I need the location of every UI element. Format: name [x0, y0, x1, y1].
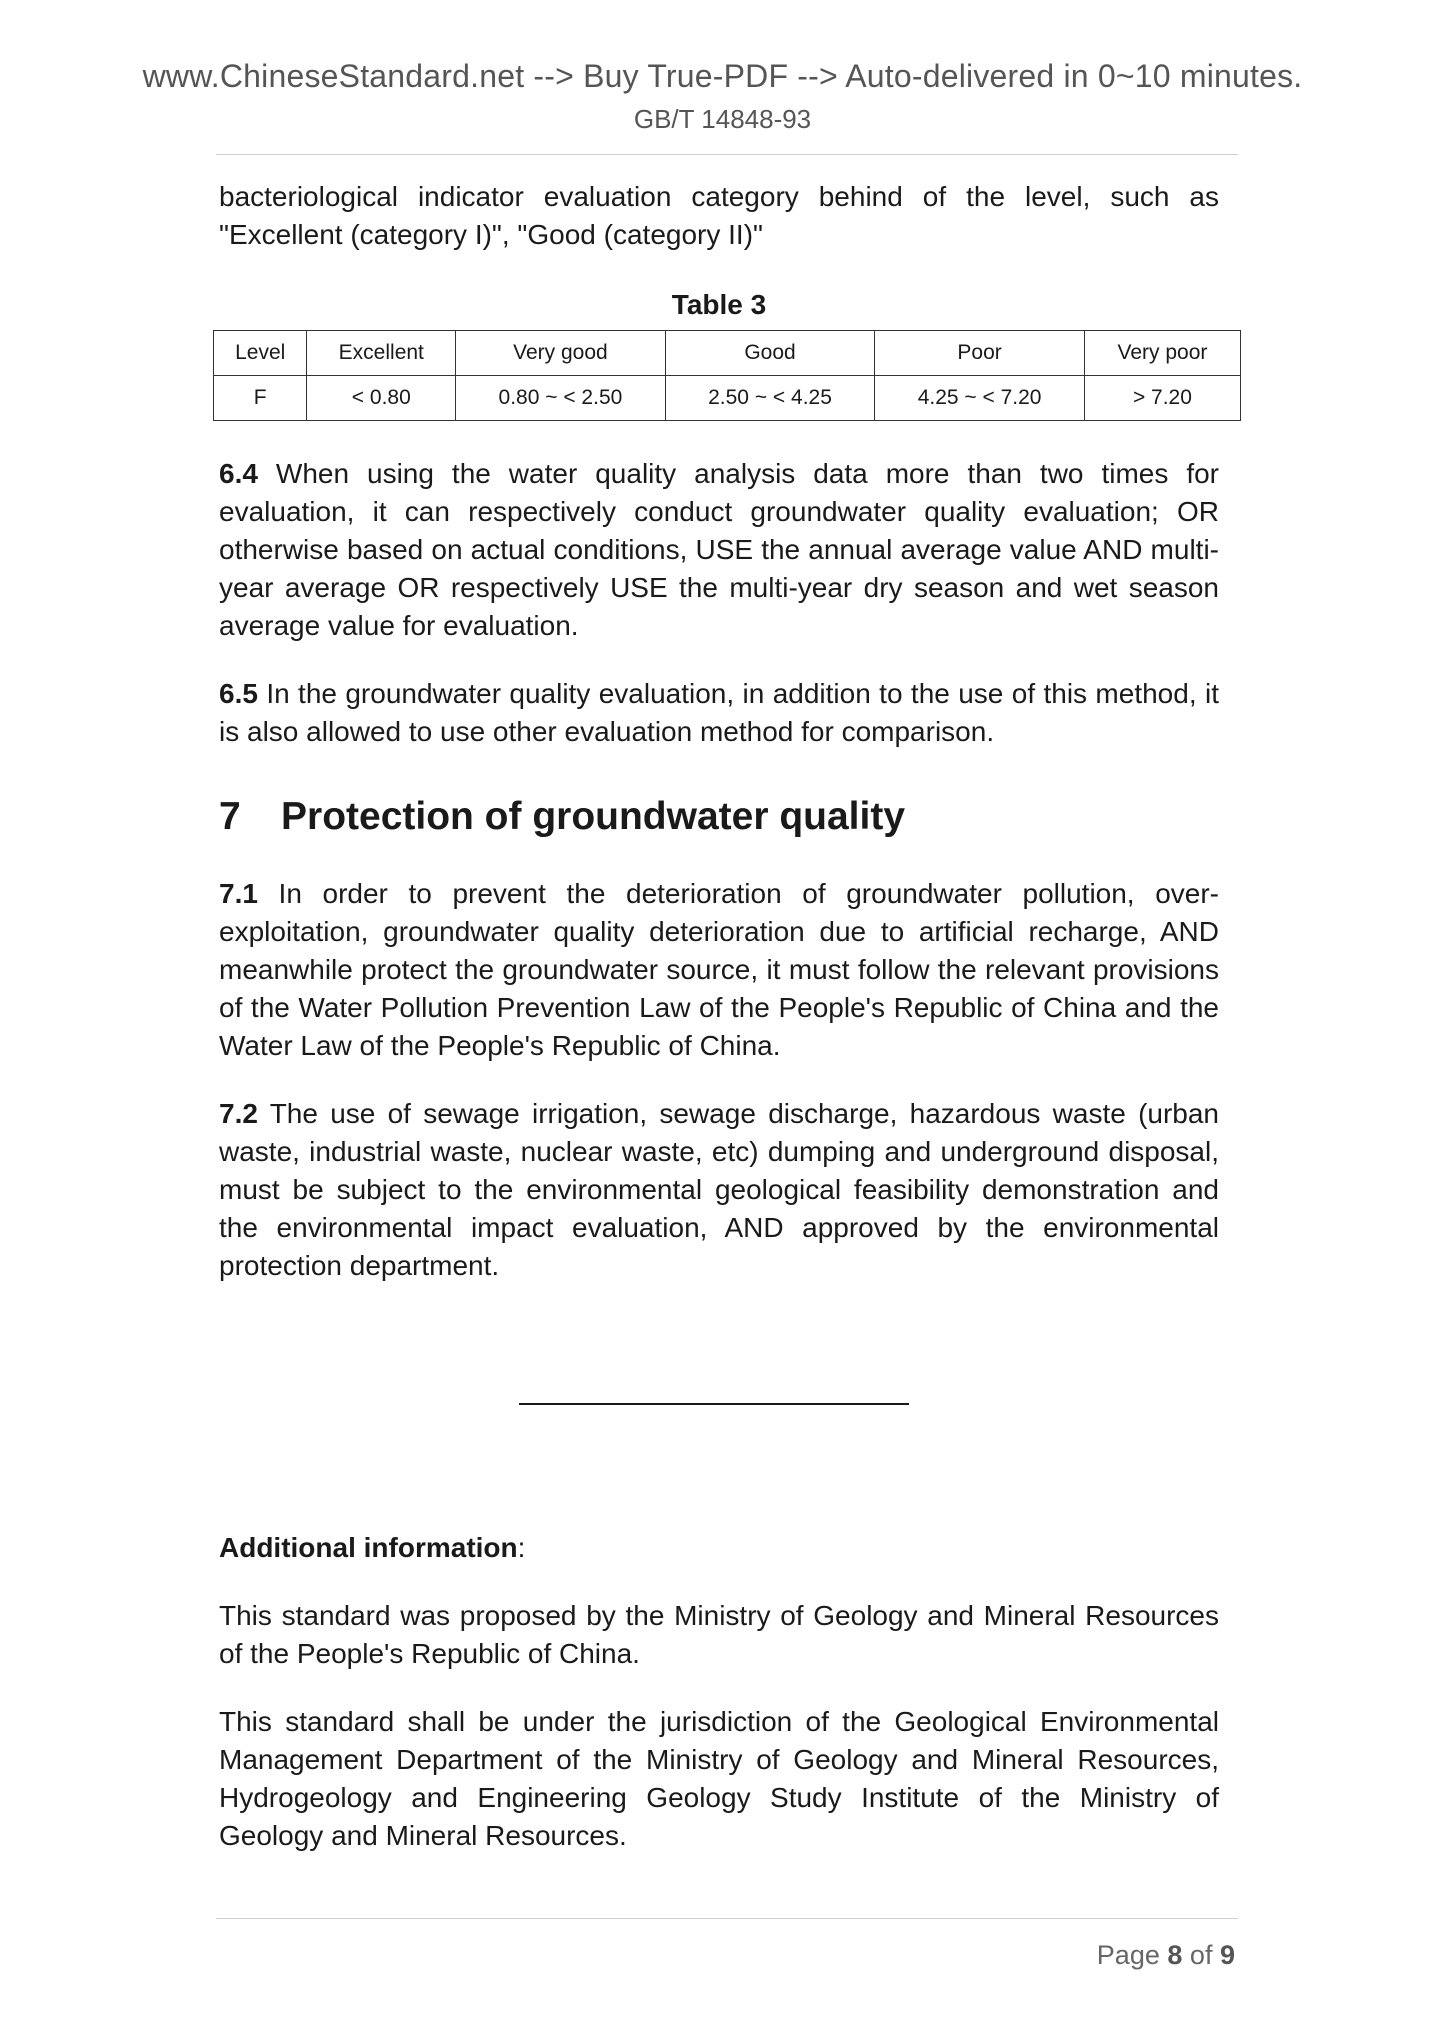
- footer-divider: [216, 1918, 1238, 1919]
- table-cell: F: [214, 376, 307, 421]
- section-number: 7: [219, 795, 241, 838]
- table-header-cell: Good: [665, 331, 875, 376]
- table-cell: > 7.20: [1084, 376, 1240, 421]
- table-3: [213, 330, 1241, 421]
- section-title: Protection of groundwater quality: [281, 795, 906, 838]
- page-number: [1097, 1940, 1235, 1971]
- additional-info-paragraph: This standard shall be under the jurisdiction of the Geological Environmental Management Department of the Ministry of Geology and Mineral Resources, Hydrogeology and Engineering Geology Study Institute of the Ministry of Geology and Mineral Resources.: [219, 1706, 1219, 1851]
- clause-number: 6.5: [219, 678, 258, 709]
- section-heading: [219, 793, 1219, 841]
- end-of-text-rule: [519, 1403, 909, 1405]
- page-word: Page: [1096, 1940, 1160, 1970]
- clause-7-2: [219, 1095, 1219, 1285]
- table-cell: < 0.80: [307, 376, 456, 421]
- page-total: 9: [1219, 1940, 1235, 1970]
- table-header-cell: Very poor: [1084, 331, 1240, 376]
- additional-info-heading: [219, 1529, 1219, 1567]
- standard-code: GB/T 14848-93: [633, 104, 812, 134]
- table-header-row: [214, 331, 1241, 376]
- clause-number: 7.1: [219, 878, 258, 909]
- additional-info-paragraph: This standard was proposed by the Ministry of Geology and Mineral Resources of the People's Republic of China.: [219, 1600, 1219, 1669]
- table-header-cell: Poor: [875, 331, 1085, 376]
- header-divider: [216, 154, 1238, 155]
- page-content: [219, 178, 1219, 1855]
- table-row: [214, 376, 1241, 421]
- clause-6-5: [219, 675, 1219, 751]
- clause-text: When using the water quality analysis data more than two times for evaluation, it can respectively conduct groundwater quality evaluation; OR otherwise based on actual conditions, USE the annual average value AND multi-year average OR respectively USE the multi-year dry season and wet season average value for evaluation.: [219, 458, 1219, 641]
- clause-7-1: [219, 875, 1219, 1065]
- table-header-cell: Excellent: [307, 331, 456, 376]
- table-cell: 2.50 ~ < 4.25: [665, 376, 875, 421]
- clause-text: In order to prevent the deterioration of groundwater pollution, over-exploitation, groundwater quality deterioration due to artificial recharge, AND meanwhile protect the groundwater source, it must follow the relevant provisions of the Water Pollution Prevention Law of the People's Republic of China and the Water Law of the People's Republic of China.: [219, 878, 1219, 1061]
- clause-number: 6.4: [219, 458, 258, 489]
- intro-paragraph: bacteriological indicator evaluation category behind of the level, such as "Excellent (category I)", "Good (category II)": [219, 181, 1219, 250]
- table-cell: 0.80 ~ < 2.50: [456, 376, 666, 421]
- clause-number: 7.2: [219, 1098, 258, 1129]
- table-header-cell: Very good: [456, 331, 666, 376]
- additional-info-colon: :: [517, 1532, 526, 1563]
- of-word: of: [1189, 1940, 1213, 1970]
- page-current: 8: [1167, 1940, 1183, 1970]
- clause-text: The use of sewage irrigation, sewage discharge, hazardous waste (urban waste, industrial waste, nuclear waste, etc) dumping and underground disposal, must be subject to the environmental geological feasibility demonstration and the environmental impact evaluation, AND approved by the environmental protection department.: [219, 1098, 1219, 1281]
- source-banner: www.ChineseStandard.net --> Buy True-PDF --> Auto-delivered in 0~10 minutes.: [142, 58, 1303, 94]
- additional-info-label: Additional information: [219, 1532, 518, 1563]
- clause-text: In the groundwater quality evaluation, in addition to the use of this method, it is also allowed to use other evaluation method for comparison.: [219, 678, 1219, 747]
- clause-6-4: [219, 455, 1219, 645]
- table-cell: 4.25 ~ < 7.20: [875, 376, 1085, 421]
- table-header-cell: Level: [214, 331, 307, 376]
- table-3-title: Table 3: [671, 289, 767, 320]
